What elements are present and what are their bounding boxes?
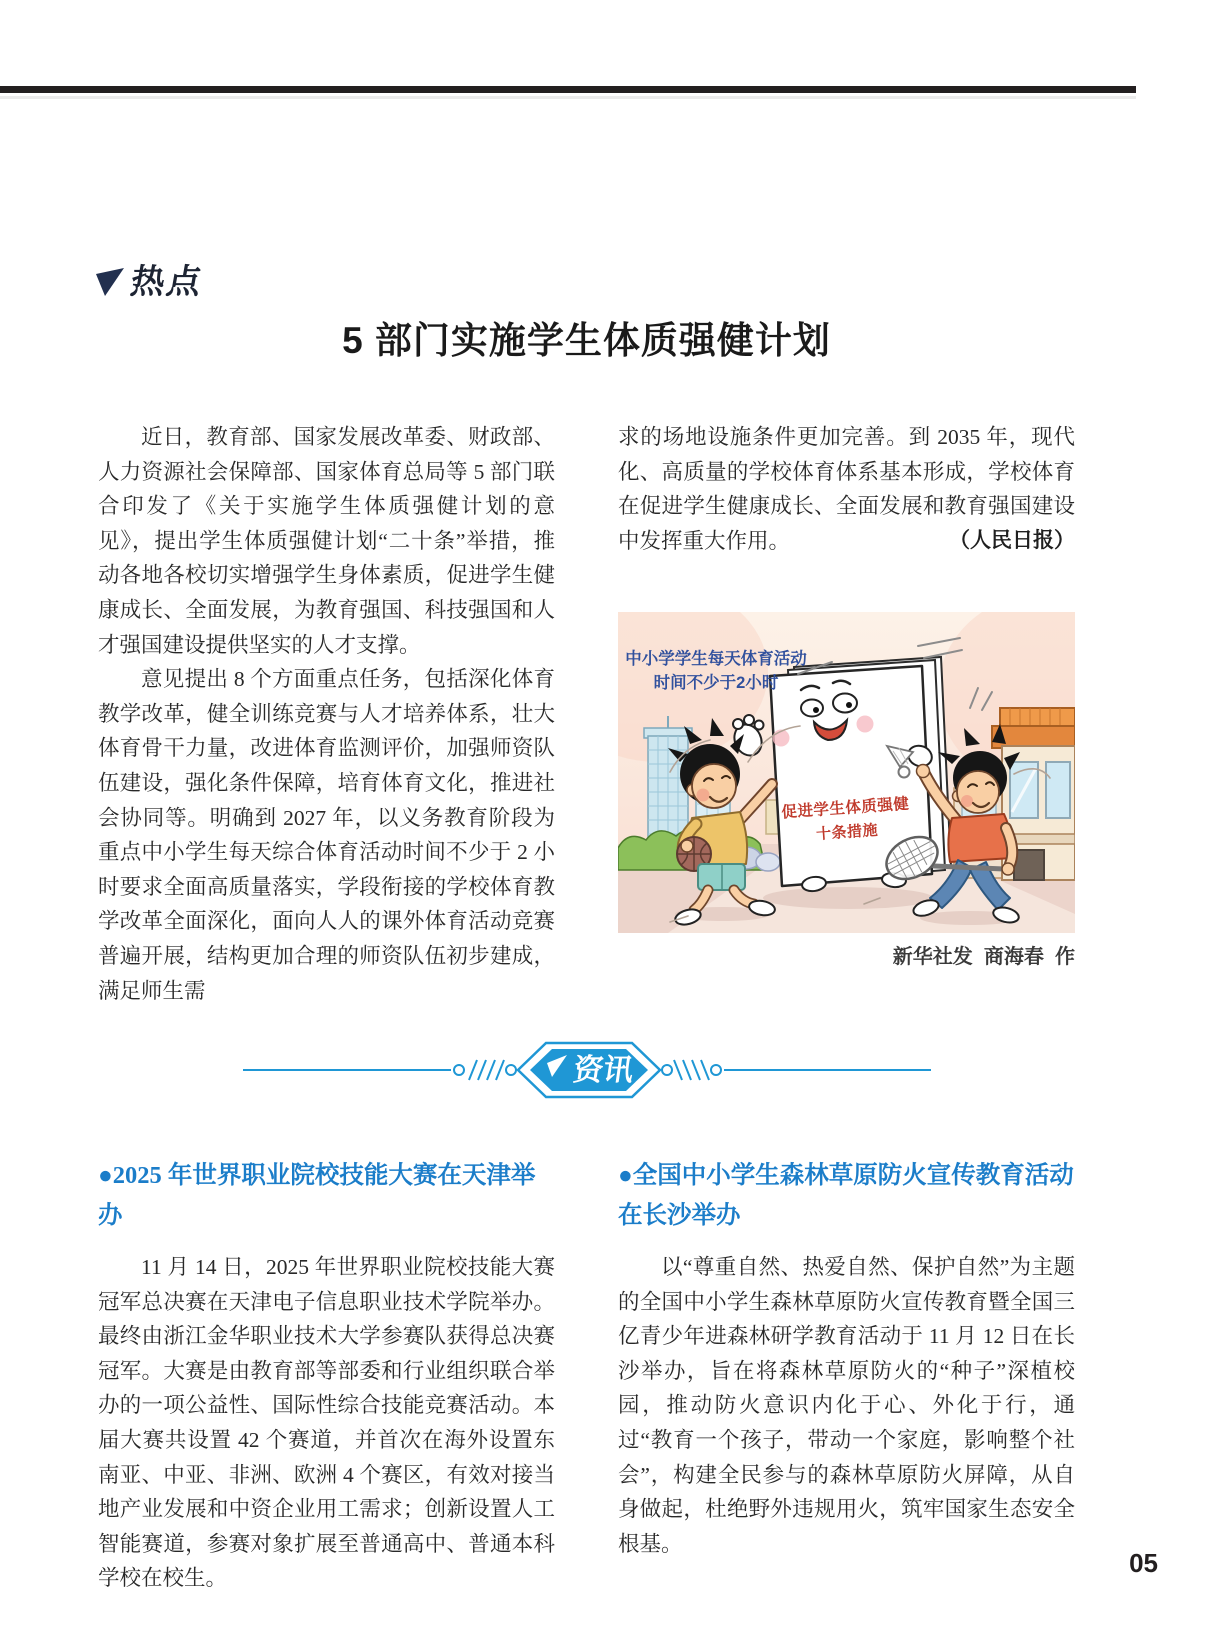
source-credit: （人民日报） xyxy=(949,528,1075,552)
article-paragraph-3-text: 求的场地设施条件更加完善。到 2035 年，现代化、高质量的学校体育体系基本形成，学校体育在促进学生健康成长、全面发展和教育强国建设中发挥重大作用。 xyxy=(618,425,1075,553)
page-number: 05 xyxy=(1129,1548,1158,1578)
article-paragraph-1: 近日，教育部、国家发展改革委、财政部、人力资源社会保障部、国家体育总局等 5 部门联合印发了《关于实施学生体质强健计划的意见》，提出学生体质强健计划“二十条”举措，推动各地各校切实增强学生身体素质，促进学生健康成长、全面发展，为教育强国、科技强国和人才强国建设提供坚实的人才支撑。 xyxy=(98,425,555,657)
article-title: 5 部门实施学生体质强健计划 xyxy=(342,320,831,361)
cartoon-illustration xyxy=(618,612,1075,933)
news-heading-2: ●全国中小学生森林草原防火宣传教育活动在长沙举办 xyxy=(618,1162,1074,1229)
book-slogan-line2: 十条措施 xyxy=(815,821,879,844)
top-rule-shadow xyxy=(0,96,1136,99)
illustration-headline-line2: 时间不少于2小时 xyxy=(653,674,779,692)
info-banner-svg xyxy=(98,1032,1075,1108)
book-slogan-line1: 促进学生体质强健 xyxy=(780,795,910,822)
news-body-1: 11 月 14 日，2025 年世界职业院校技能大赛冠军总决赛在天津电子信息职业技术学院举办。最终由浙江金华职业技术大学参赛队获得总决赛冠军。大赛是由教育部等部委和行业组织联合举办的一项公益性、国际性综合技能竞赛活动。本届大赛共设置 42 个赛道，并首次在海外设置东南亚、中亚、非洲、欧洲 4 个赛区，有效对接当地产业发展和中资企业用工需求；创新设置人工智能赛道，参赛对象扩展至普通高中、普通本科学校在校生。 xyxy=(98,1255,555,1591)
section-label-text: 热点 xyxy=(127,263,207,301)
flag-triangle-icon xyxy=(96,268,126,297)
illustration-caption: 新华社发 商海春 作 xyxy=(892,946,1075,968)
illustration-headline-line1: 中小学学生每天体育活动 xyxy=(625,650,807,668)
article-column-left xyxy=(98,420,555,1008)
cartoon-illustration-svg xyxy=(618,612,1075,933)
info-section-divider xyxy=(98,1032,1075,1108)
section-label-hot xyxy=(96,262,207,302)
article-paragraph-3 xyxy=(618,420,1075,558)
news-heading-1: ●2025 年世界职业院校技能大赛在天津举办 xyxy=(98,1162,536,1229)
article-column-right xyxy=(618,420,1075,558)
article-paragraph-2: 意见提出 8 个方面重点任务，包括深化体育教学改革，健全训练竞赛与人才培养体系，壮大体育骨干力量，改进体育监测评价，加强师资队伍建设，强化条件保障，培育体育文化，推进社会协同等。明确到 2027 年，以义务教育阶段为重点中小学生每天综合体育活动时间不少于 2 小时要求全面高质量落实，学段衔接的学校体育教学改革全面深化，面向人人的课外体育活动竞赛普遍开展，结构更加合理的师资队伍初步建成，满足师生需 xyxy=(98,667,555,1003)
badge-label: 资讯 xyxy=(571,1054,636,1087)
news-body-2: 以“尊重自然、热爱自然、保护自然”为主题的全国中小学生森林草原防火宣传教育暨全国三亿青少年进森林研学教育活动于 11 月 12 日在长沙举办，旨在将森林草原防火的“种子”深植校园，推动防火意识内化于心、外化于行，通过“教育一个孩子，带动一个家庭，影响整个社会”，构建全民参与的森林草原防火屏障，从自身做起，杜绝野外违规用火，筑牢国家生态安全根基。 xyxy=(618,1255,1075,1556)
news-column-right xyxy=(618,1156,1075,1561)
news-column-left xyxy=(98,1156,555,1596)
top-rule-bar xyxy=(0,86,1136,93)
